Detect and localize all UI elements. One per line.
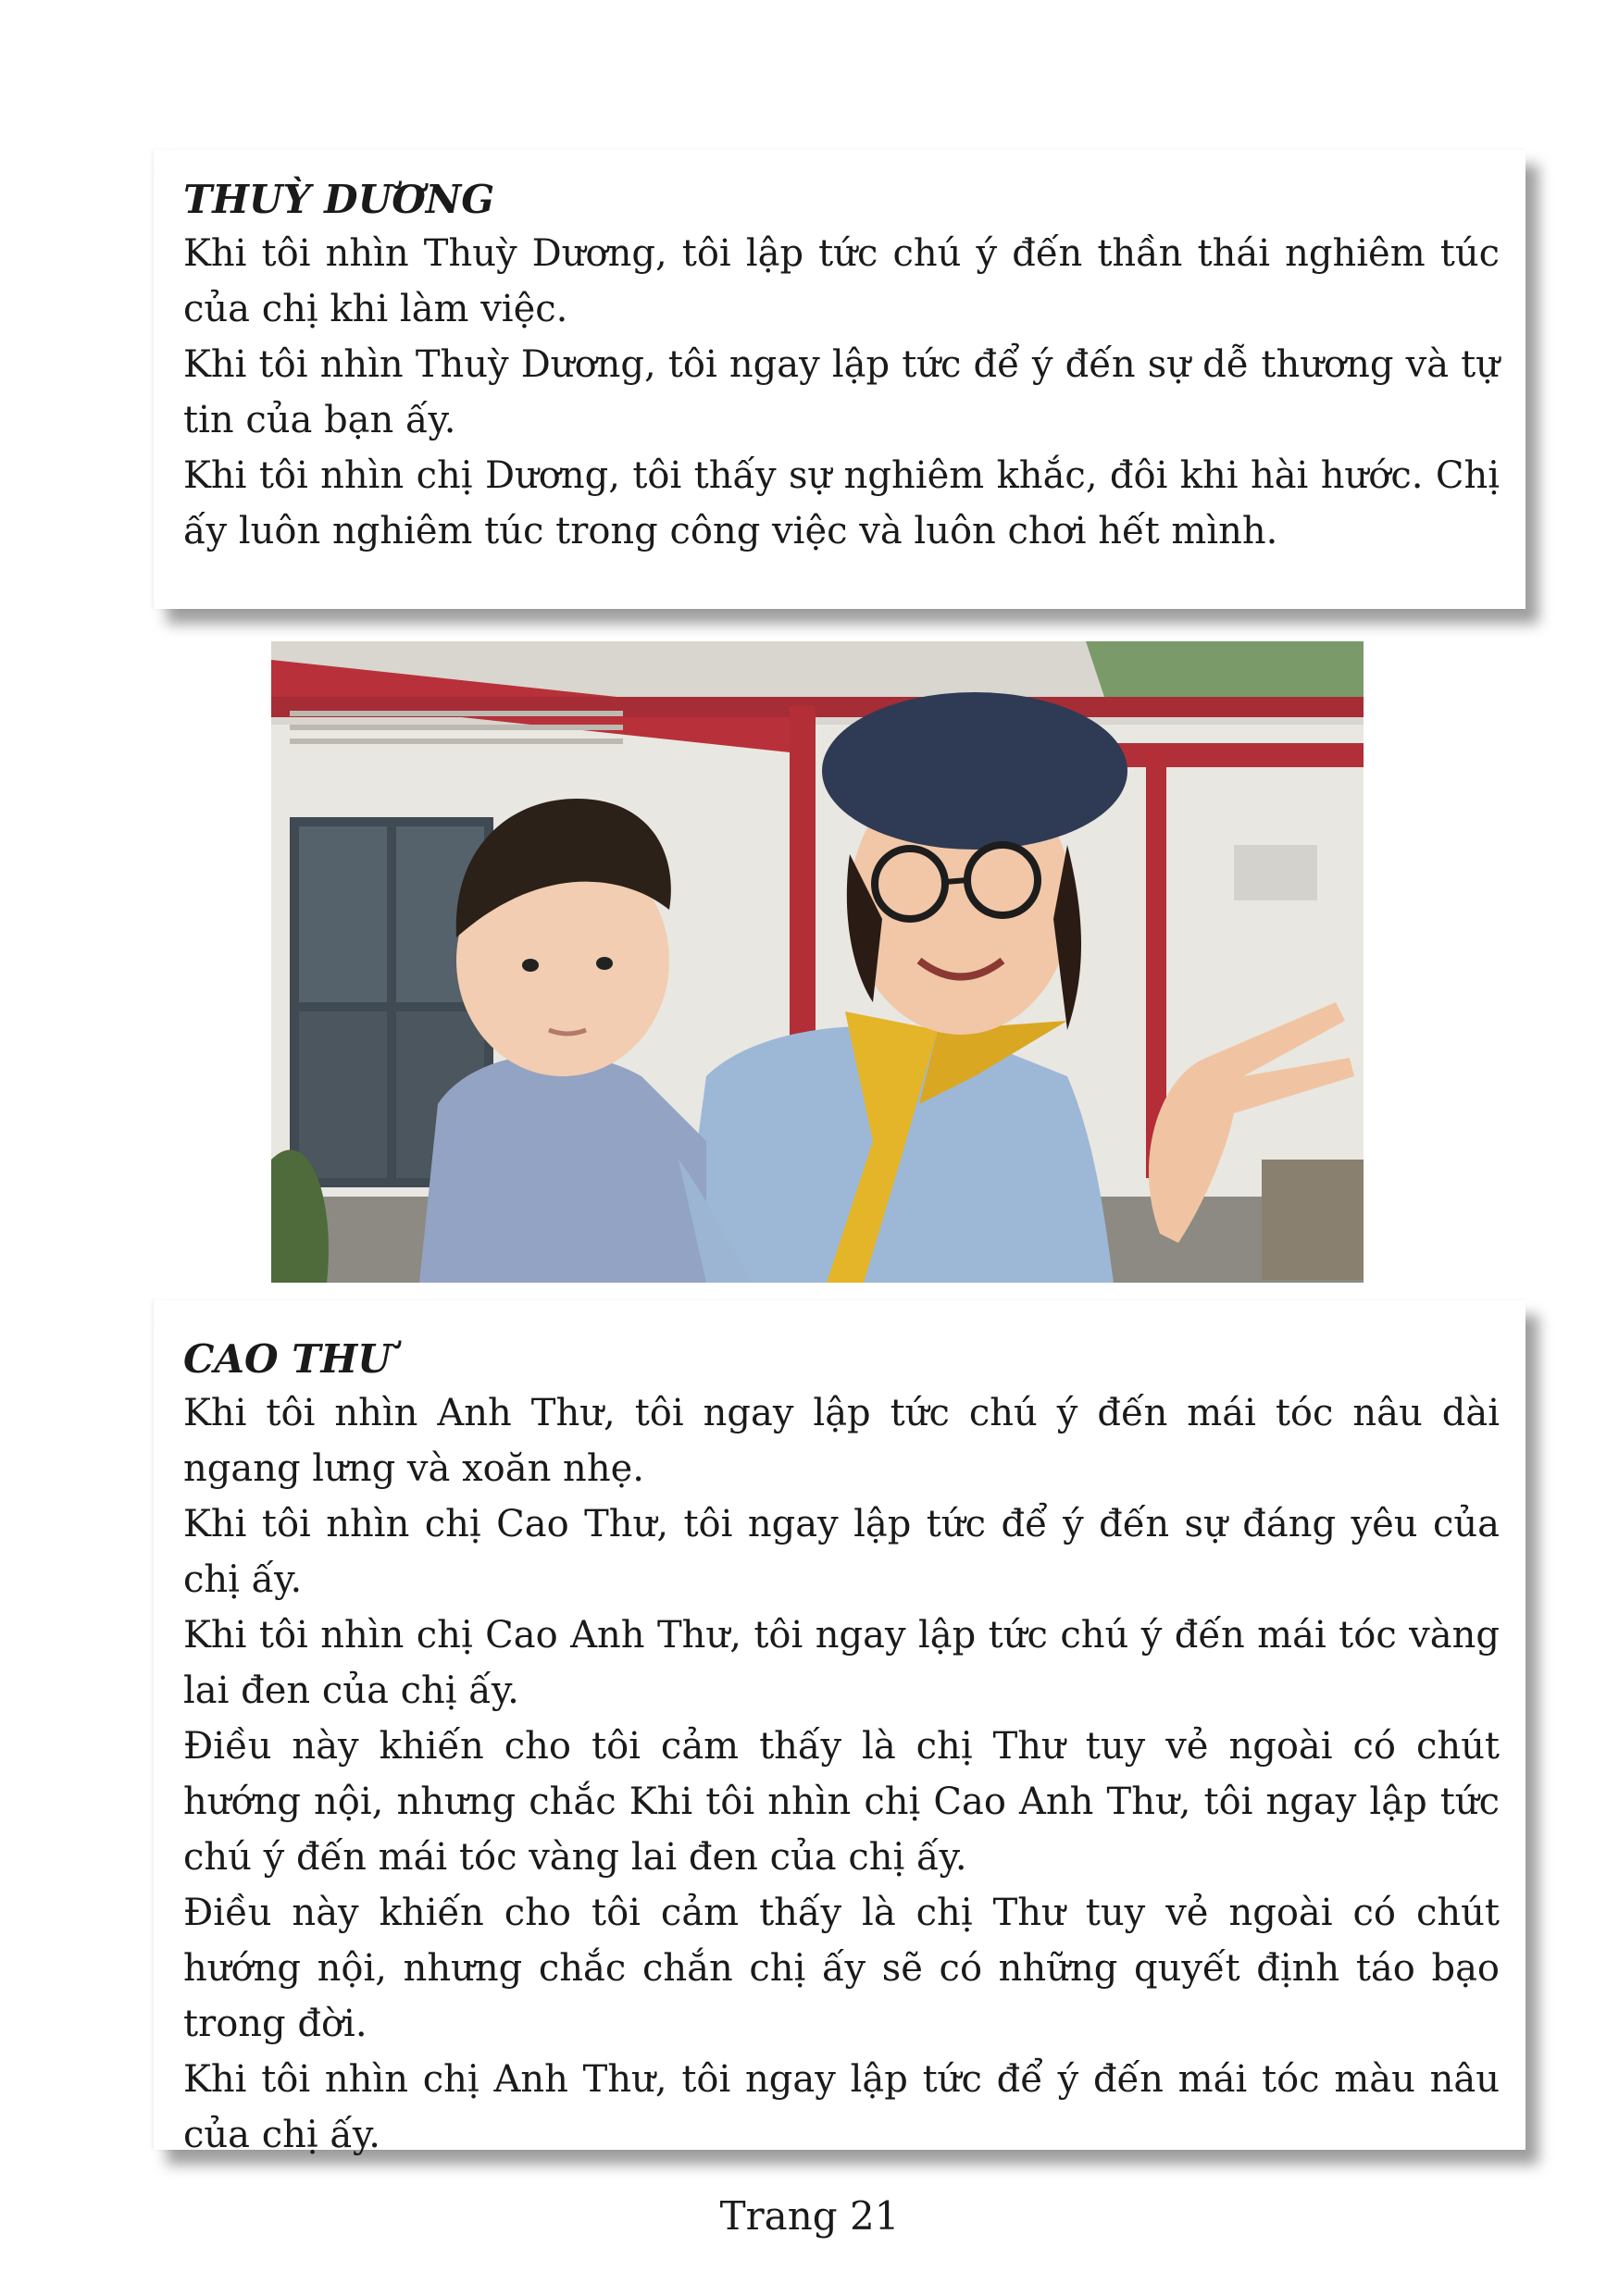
paragraph: Khi tôi nhìn chị Anh Thư, tôi ngay lập tức để ý đến mái tóc màu nâu của chị ấy. <box>183 2058 1500 2156</box>
section-title: CAO THƯ <box>183 1336 392 1382</box>
profile-card-cao-thu <box>154 1300 1526 2156</box>
page-number: Trang 21 <box>719 2193 900 2239</box>
profile-card-thuy-duong <box>154 150 1526 609</box>
paragraph: Điều này khiến cho tôi cảm thấy là chị Thư tuy vẻ ngoài có chút hướng nội, nhưng chắc Khi tôi nhìn chị Cao Anh Thư, tôi ngay lập tức chú ý đến mái tóc vàng lai đen của chị ấy. <box>183 1725 1500 1879</box>
paragraph: Khi tôi nhìn Anh Thư, tôi ngay lập tức chú ý đến mái tóc nâu dài ngang lưng và xoăn nhẹ. <box>183 1392 1500 1490</box>
paragraph: Khi tôi nhìn Thuỳ Dương, tôi lập tức chú ý đến thần thái nghiêm túc của chị khi làm việc. <box>183 232 1500 330</box>
paragraph: Điều này khiến cho tôi cảm thấy là chị Thư tuy vẻ ngoài có chút hướng nội, nhưng chắc chắn chị ấy sẽ có những quyết định táo bạo trong đời. <box>183 1892 1500 2045</box>
photo-scout-with-child <box>271 641 1364 1283</box>
paragraph: Khi tôi nhìn chị Cao Anh Thư, tôi ngay lập tức chú ý đến mái tóc vàng lai đen của chị ấy. <box>183 1614 1500 1712</box>
section-title: THUỲ DƯƠNG <box>183 177 495 222</box>
paragraph: Khi tôi nhìn chị Dương, tôi thấy sự nghiêm khắc, đôi khi hài hước. Chị ấy luôn nghiêm túc trong công việc và luôn chơi hết mình. <box>183 454 1500 552</box>
paragraph: Khi tôi nhìn Thuỳ Dương, tôi ngay lập tức để ý đến sự dễ thương và tự tin của bạn ấy. <box>183 343 1500 441</box>
paragraph: Khi tôi nhìn chị Cao Thư, tôi ngay lập tức để ý đến sự đáng yêu của chị ấy. <box>183 1503 1500 1601</box>
